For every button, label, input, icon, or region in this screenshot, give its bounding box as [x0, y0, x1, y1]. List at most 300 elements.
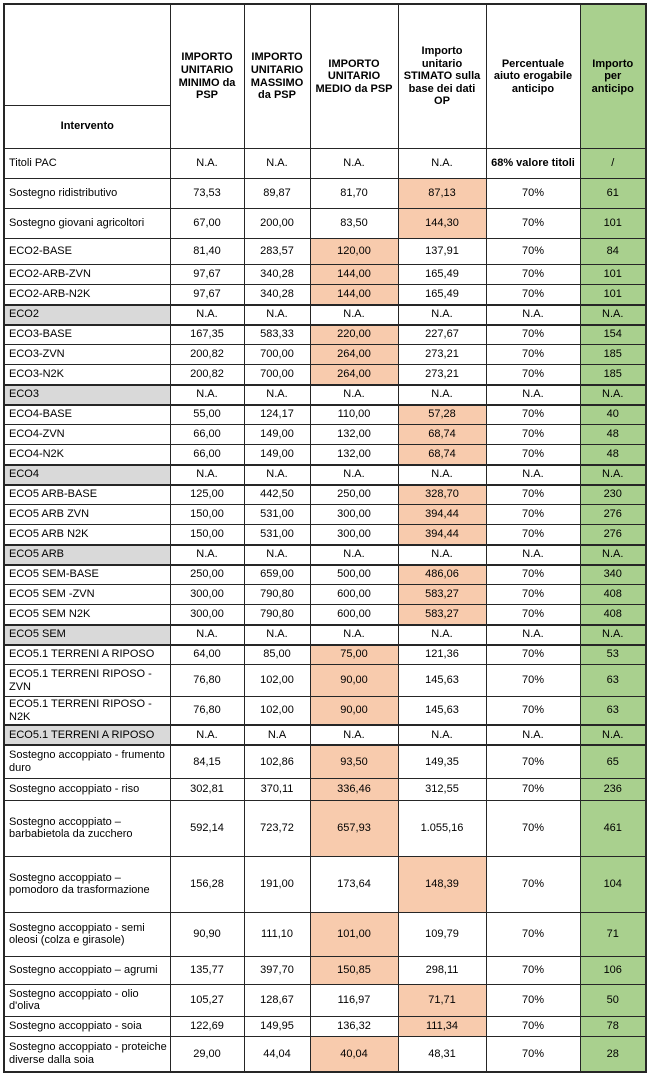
importo-anticipo-cell: 104: [580, 856, 646, 912]
percentuale-cell: 68% valore titoli: [486, 149, 580, 179]
importo-stimato-cell: 109,79: [398, 912, 486, 956]
table-row: [4, 856, 646, 912]
importo-massimo-cell: 700,00: [244, 345, 310, 365]
importo-anticipo-cell: N.A.: [580, 625, 646, 645]
importo-minimo-cell: 76,80: [170, 665, 244, 697]
table-row: [4, 365, 646, 385]
importo-medio-cell: 250,00: [310, 485, 398, 505]
importo-medio-cell: 101,00: [310, 912, 398, 956]
importo-stimato-cell: 149,35: [398, 745, 486, 778]
importo-medio-cell: 657,93: [310, 800, 398, 856]
intervento-cell: ECO5 ARB-BASE: [4, 485, 170, 505]
importo-medio-cell: 90,00: [310, 697, 398, 726]
intervento-cell: Sostegno accoppiato - frumento duro: [4, 745, 170, 778]
importo-massimo-cell: 283,57: [244, 239, 310, 265]
importo-massimo-cell: 89,87: [244, 179, 310, 209]
intervento-cell: Sostegno accoppiato - soia: [4, 1016, 170, 1036]
percentuale-cell: 70%: [486, 778, 580, 800]
importo-anticipo-cell: 84: [580, 239, 646, 265]
importo-massimo-cell: 659,00: [244, 565, 310, 585]
importo-stimato-cell: 87,13: [398, 179, 486, 209]
table-row: [4, 505, 646, 525]
importo-minimo-cell: N.A.: [170, 545, 244, 565]
importo-minimo-cell: 29,00: [170, 1036, 244, 1072]
intervento-cell: Sostegno accoppiato – barbabietola da zucchero: [4, 800, 170, 856]
importo-anticipo-cell: 276: [580, 525, 646, 545]
importo-medio-cell: 300,00: [310, 525, 398, 545]
table-row: [4, 425, 646, 445]
header-importo-medio: IMPORTO UNITARIO MEDIO da PSP: [310, 4, 398, 149]
importo-medio-cell: 600,00: [310, 605, 398, 625]
importo-minimo-cell: 81,40: [170, 239, 244, 265]
table-row: [4, 179, 646, 209]
importo-minimo-cell: 66,00: [170, 425, 244, 445]
intervento-cell: ECO5.1 TERRENI RIPOSO - ZVN: [4, 665, 170, 697]
importo-anticipo-cell: 40: [580, 405, 646, 425]
importo-medio-cell: 336,46: [310, 778, 398, 800]
importo-medio-cell: 144,00: [310, 265, 398, 285]
header-importo-anticipo: Importo per anticipo: [580, 4, 646, 149]
importo-medio-cell: N.A.: [310, 545, 398, 565]
importo-medio-cell: 264,00: [310, 365, 398, 385]
importo-massimo-cell: 191,00: [244, 856, 310, 912]
importo-medio-cell: N.A.: [310, 305, 398, 325]
importo-anticipo-cell: 78: [580, 1016, 646, 1036]
importo-medio-cell: 132,00: [310, 445, 398, 465]
intervento-cell: Sostegno accoppiato - semi oleosi (colza e girasole): [4, 912, 170, 956]
table-row: [4, 485, 646, 505]
section-summary-row: [4, 305, 646, 325]
importo-stimato-cell: 583,27: [398, 585, 486, 605]
importo-stimato-cell: 394,44: [398, 525, 486, 545]
importo-anticipo-cell: 230: [580, 485, 646, 505]
header-row: [4, 4, 646, 149]
importo-minimo-cell: 73,53: [170, 179, 244, 209]
importo-minimo-cell: 302,81: [170, 778, 244, 800]
table-row: [4, 325, 646, 345]
importo-minimo-cell: N.A.: [170, 305, 244, 325]
importo-massimo-cell: N.A.: [244, 385, 310, 405]
importo-medio-cell: 300,00: [310, 505, 398, 525]
section-summary-row: [4, 465, 646, 485]
importo-stimato-cell: N.A.: [398, 545, 486, 565]
percentuale-cell: N.A.: [486, 385, 580, 405]
anticipo-table: [3, 3, 647, 1073]
percentuale-cell: N.A.: [486, 465, 580, 485]
importo-medio-cell: N.A.: [310, 385, 398, 405]
intervento-cell: ECO3-N2K: [4, 365, 170, 385]
table-row: [4, 956, 646, 984]
section-summary-row: [4, 545, 646, 565]
table-row: [4, 778, 646, 800]
percentuale-cell: 70%: [486, 405, 580, 425]
importo-anticipo-cell: 185: [580, 345, 646, 365]
intervento-cell: ECO4-BASE: [4, 405, 170, 425]
intervento-cell: ECO3-ZVN: [4, 345, 170, 365]
intervento-cell: ECO3-BASE: [4, 325, 170, 345]
importo-medio-cell: 132,00: [310, 425, 398, 445]
importo-minimo-cell: 150,00: [170, 505, 244, 525]
table-row: [4, 265, 646, 285]
table-row: [4, 697, 646, 726]
importo-minimo-cell: 67,00: [170, 209, 244, 239]
intervento-cell: ECO5 SEM -ZVN: [4, 585, 170, 605]
importo-anticipo-cell: 53: [580, 645, 646, 665]
importo-medio-cell: 173,64: [310, 856, 398, 912]
importo-minimo-cell: 64,00: [170, 645, 244, 665]
importo-anticipo-cell: 48: [580, 445, 646, 465]
header-percentuale: Percentuale aiuto erogabile anticipo: [486, 4, 580, 149]
importo-anticipo-cell: 106: [580, 956, 646, 984]
importo-medio-cell: 116,97: [310, 984, 398, 1016]
intervento-cell: ECO4-N2K: [4, 445, 170, 465]
importo-minimo-cell: 122,69: [170, 1016, 244, 1036]
importo-massimo-cell: 124,17: [244, 405, 310, 425]
percentuale-cell: 70%: [486, 505, 580, 525]
importo-anticipo-cell: 101: [580, 265, 646, 285]
header-intervento-cell: [4, 4, 170, 149]
intervento-cell: ECO5 SEM: [4, 625, 170, 645]
percentuale-cell: 70%: [486, 856, 580, 912]
importo-massimo-cell: N.A.: [244, 545, 310, 565]
intervento-cell: ECO4: [4, 465, 170, 485]
importo-medio-cell: 81,70: [310, 179, 398, 209]
importo-stimato-cell: 583,27: [398, 605, 486, 625]
table-row: [4, 605, 646, 625]
importo-stimato-cell: N.A.: [398, 465, 486, 485]
intervento-cell: Sostegno accoppiato - proteiche diverse dalla soia: [4, 1036, 170, 1072]
table-row: [4, 209, 646, 239]
importo-stimato-cell: 111,34: [398, 1016, 486, 1036]
importo-minimo-cell: 200,82: [170, 365, 244, 385]
header-empty-cell: [5, 5, 170, 106]
percentuale-cell: 70%: [486, 445, 580, 465]
table-row: [4, 1036, 646, 1072]
percentuale-cell: 70%: [486, 665, 580, 697]
table-row: [4, 1016, 646, 1036]
importo-anticipo-cell: 101: [580, 285, 646, 305]
importo-anticipo-cell: 101: [580, 209, 646, 239]
table-row: [4, 665, 646, 697]
table-row: [4, 345, 646, 365]
importo-stimato-cell: N.A.: [398, 725, 486, 745]
importo-anticipo-cell: 461: [580, 800, 646, 856]
importo-stimato-cell: 486,06: [398, 565, 486, 585]
importo-stimato-cell: 148,39: [398, 856, 486, 912]
importo-anticipo-cell: 50: [580, 984, 646, 1016]
table-body: [4, 149, 646, 1073]
percentuale-cell: 70%: [486, 956, 580, 984]
importo-stimato-cell: 165,49: [398, 265, 486, 285]
importo-massimo-cell: 340,28: [244, 285, 310, 305]
percentuale-cell: 70%: [486, 525, 580, 545]
importo-anticipo-cell: 65: [580, 745, 646, 778]
importo-stimato-cell: 121,36: [398, 645, 486, 665]
importo-anticipo-cell: /: [580, 149, 646, 179]
importo-minimo-cell: N.A.: [170, 625, 244, 645]
importo-stimato-cell: N.A.: [398, 305, 486, 325]
percentuale-cell: 70%: [486, 285, 580, 305]
importo-minimo-cell: 592,14: [170, 800, 244, 856]
table-row: [4, 525, 646, 545]
intervento-cell: ECO5 ARB N2K: [4, 525, 170, 545]
importo-medio-cell: N.A.: [310, 465, 398, 485]
importo-minimo-cell: 200,82: [170, 345, 244, 365]
intervento-cell: ECO5.1 TERRENI A RIPOSO: [4, 725, 170, 745]
importo-stimato-cell: 71,71: [398, 984, 486, 1016]
importo-minimo-cell: N.A.: [170, 385, 244, 405]
table-row: [4, 149, 646, 179]
importo-minimo-cell: 90,90: [170, 912, 244, 956]
intervento-cell: ECO5 ARB: [4, 545, 170, 565]
table-row: [4, 285, 646, 305]
percentuale-cell: 70%: [486, 984, 580, 1016]
percentuale-cell: N.A.: [486, 725, 580, 745]
percentuale-cell: 70%: [486, 565, 580, 585]
intervento-cell: Sostegno accoppiato - olio d'oliva: [4, 984, 170, 1016]
importo-stimato-cell: 137,91: [398, 239, 486, 265]
importo-massimo-cell: 102,86: [244, 745, 310, 778]
percentuale-cell: 70%: [486, 800, 580, 856]
percentuale-cell: 70%: [486, 425, 580, 445]
intervento-cell: ECO5.1 TERRENI A RIPOSO: [4, 645, 170, 665]
importo-stimato-cell: 165,49: [398, 285, 486, 305]
importo-minimo-cell: 105,27: [170, 984, 244, 1016]
importo-stimato-cell: 57,28: [398, 405, 486, 425]
importo-massimo-cell: 790,80: [244, 605, 310, 625]
importo-stimato-cell: 328,70: [398, 485, 486, 505]
importo-massimo-cell: 340,28: [244, 265, 310, 285]
importo-medio-cell: 220,00: [310, 325, 398, 345]
importo-massimo-cell: 442,50: [244, 485, 310, 505]
importo-stimato-cell: 68,74: [398, 425, 486, 445]
importo-minimo-cell: 125,00: [170, 485, 244, 505]
importo-anticipo-cell: N.A.: [580, 385, 646, 405]
importo-medio-cell: 110,00: [310, 405, 398, 425]
importo-minimo-cell: 76,80: [170, 697, 244, 726]
importo-massimo-cell: N.A.: [244, 305, 310, 325]
table-row: [4, 239, 646, 265]
importo-massimo-cell: N.A.: [244, 149, 310, 179]
importo-minimo-cell: 150,00: [170, 525, 244, 545]
intervento-cell: ECO3: [4, 385, 170, 405]
importo-anticipo-cell: N.A.: [580, 545, 646, 565]
importo-minimo-cell: 66,00: [170, 445, 244, 465]
importo-medio-cell: 150,85: [310, 956, 398, 984]
intervento-cell: Sostegno accoppiato - riso: [4, 778, 170, 800]
intervento-cell: ECO5.1 TERRENI RIPOSO -N2K: [4, 697, 170, 726]
importo-massimo-cell: 44,04: [244, 1036, 310, 1072]
table-row: [4, 912, 646, 956]
importo-stimato-cell: 312,55: [398, 778, 486, 800]
percentuale-cell: 70%: [486, 325, 580, 345]
importo-massimo-cell: 531,00: [244, 505, 310, 525]
section-summary-row: [4, 385, 646, 405]
importo-medio-cell: 90,00: [310, 665, 398, 697]
importo-massimo-cell: 397,70: [244, 956, 310, 984]
section-summary-row: [4, 625, 646, 645]
importo-massimo-cell: N.A.: [244, 625, 310, 645]
intervento-cell: ECO2-ARB-N2K: [4, 285, 170, 305]
percentuale-cell: 70%: [486, 265, 580, 285]
importo-stimato-cell: N.A.: [398, 625, 486, 645]
importo-minimo-cell: N.A.: [170, 149, 244, 179]
importo-medio-cell: 144,00: [310, 285, 398, 305]
importo-anticipo-cell: 408: [580, 605, 646, 625]
importo-minimo-cell: 167,35: [170, 325, 244, 345]
importo-stimato-cell: 394,44: [398, 505, 486, 525]
importo-anticipo-cell: 71: [580, 912, 646, 956]
table-row: [4, 405, 646, 425]
importo-minimo-cell: 250,00: [170, 565, 244, 585]
importo-stimato-cell: N.A.: [398, 149, 486, 179]
importo-massimo-cell: 583,33: [244, 325, 310, 345]
percentuale-cell: 70%: [486, 485, 580, 505]
importo-stimato-cell: N.A.: [398, 385, 486, 405]
importo-anticipo-cell: 63: [580, 697, 646, 726]
importo-stimato-cell: 145,63: [398, 665, 486, 697]
percentuale-cell: 70%: [486, 912, 580, 956]
section-summary-row: [4, 725, 646, 745]
importo-minimo-cell: 97,67: [170, 285, 244, 305]
importo-massimo-cell: 723,72: [244, 800, 310, 856]
importo-massimo-cell: 149,00: [244, 425, 310, 445]
table-row: [4, 745, 646, 778]
importo-stimato-cell: 144,30: [398, 209, 486, 239]
percentuale-cell: 70%: [486, 1036, 580, 1072]
intervento-cell: ECO5 SEM N2K: [4, 605, 170, 625]
header-importo-minimo: IMPORTO UNITARIO MINIMO da PSP: [170, 4, 244, 149]
importo-medio-cell: N.A.: [310, 625, 398, 645]
importo-anticipo-cell: 61: [580, 179, 646, 209]
intervento-cell: Sostegno accoppiato – agrumi: [4, 956, 170, 984]
table-row: [4, 565, 646, 585]
intervento-cell: Sostegno giovani agricoltori: [4, 209, 170, 239]
percentuale-cell: 70%: [486, 697, 580, 726]
importo-stimato-cell: 227,67: [398, 325, 486, 345]
importo-massimo-cell: 149,00: [244, 445, 310, 465]
importo-stimato-cell: 273,21: [398, 365, 486, 385]
importo-medio-cell: N.A.: [310, 725, 398, 745]
percentuale-cell: 70%: [486, 209, 580, 239]
importo-minimo-cell: 97,67: [170, 265, 244, 285]
importo-minimo-cell: 55,00: [170, 405, 244, 425]
importo-massimo-cell: 102,00: [244, 665, 310, 697]
importo-medio-cell: 120,00: [310, 239, 398, 265]
intervento-cell: ECO5 ARB ZVN: [4, 505, 170, 525]
importo-minimo-cell: 84,15: [170, 745, 244, 778]
importo-medio-cell: 500,00: [310, 565, 398, 585]
percentuale-cell: 70%: [486, 745, 580, 778]
importo-massimo-cell: 531,00: [244, 525, 310, 545]
importo-massimo-cell: 85,00: [244, 645, 310, 665]
table-row: [4, 585, 646, 605]
importo-massimo-cell: 102,00: [244, 697, 310, 726]
importo-anticipo-cell: N.A.: [580, 465, 646, 485]
header-intervento-label: Intervento: [60, 120, 114, 133]
importo-massimo-cell: 370,11: [244, 778, 310, 800]
importo-medio-cell: 75,00: [310, 645, 398, 665]
percentuale-cell: N.A.: [486, 625, 580, 645]
importo-anticipo-cell: 154: [580, 325, 646, 345]
importo-stimato-cell: 48,31: [398, 1036, 486, 1072]
importo-stimato-cell: 68,74: [398, 445, 486, 465]
importo-medio-cell: 264,00: [310, 345, 398, 365]
intervento-cell: Sostegno accoppiato – pomodoro da trasformazione: [4, 856, 170, 912]
importo-minimo-cell: 135,77: [170, 956, 244, 984]
importo-medio-cell: 40,04: [310, 1036, 398, 1072]
importo-stimato-cell: 1.055,16: [398, 800, 486, 856]
header-importo-stimato: Importo unitario STIMATO sulla base dei dati OP: [398, 4, 486, 149]
importo-anticipo-cell: 236: [580, 778, 646, 800]
importo-minimo-cell: 156,28: [170, 856, 244, 912]
table-row: [4, 445, 646, 465]
percentuale-cell: 70%: [486, 239, 580, 265]
percentuale-cell: 70%: [486, 365, 580, 385]
percentuale-cell: 70%: [486, 585, 580, 605]
intervento-cell: Titoli PAC: [4, 149, 170, 179]
intervento-cell: ECO2: [4, 305, 170, 325]
importo-minimo-cell: N.A.: [170, 465, 244, 485]
table-row: [4, 984, 646, 1016]
importo-anticipo-cell: 408: [580, 585, 646, 605]
importo-anticipo-cell: 48: [580, 425, 646, 445]
percentuale-cell: 70%: [486, 345, 580, 365]
importo-anticipo-cell: N.A.: [580, 725, 646, 745]
importo-medio-cell: 93,50: [310, 745, 398, 778]
importo-stimato-cell: 273,21: [398, 345, 486, 365]
importo-massimo-cell: 111,10: [244, 912, 310, 956]
importo-massimo-cell: 149,95: [244, 1016, 310, 1036]
importo-anticipo-cell: N.A.: [580, 305, 646, 325]
importo-anticipo-cell: 276: [580, 505, 646, 525]
importo-medio-cell: 600,00: [310, 585, 398, 605]
table-row: [4, 645, 646, 665]
importo-massimo-cell: 200,00: [244, 209, 310, 239]
intervento-cell: ECO2-ARB-ZVN: [4, 265, 170, 285]
importo-massimo-cell: 790,80: [244, 585, 310, 605]
intervento-cell: ECO4-ZVN: [4, 425, 170, 445]
header-importo-massimo: IMPORTO UNITARIO MASSIMO da PSP: [244, 4, 310, 149]
importo-anticipo-cell: 63: [580, 665, 646, 697]
intervento-cell: ECO5 SEM-BASE: [4, 565, 170, 585]
importo-minimo-cell: 300,00: [170, 605, 244, 625]
importo-anticipo-cell: 185: [580, 365, 646, 385]
importo-minimo-cell: N.A.: [170, 725, 244, 745]
percentuale-cell: 70%: [486, 179, 580, 209]
importo-anticipo-cell: 28: [580, 1036, 646, 1072]
importo-medio-cell: N.A.: [310, 149, 398, 179]
importo-medio-cell: 136,32: [310, 1016, 398, 1036]
importo-stimato-cell: 298,11: [398, 956, 486, 984]
table-row: [4, 800, 646, 856]
intervento-cell: Sostegno ridistributivo: [4, 179, 170, 209]
percentuale-cell: 70%: [486, 605, 580, 625]
intervento-cell: ECO2-BASE: [4, 239, 170, 265]
percentuale-cell: N.A.: [486, 545, 580, 565]
importo-massimo-cell: N.A.: [244, 465, 310, 485]
importo-massimo-cell: N.A: [244, 725, 310, 745]
percentuale-cell: N.A.: [486, 305, 580, 325]
importo-stimato-cell: 145,63: [398, 697, 486, 726]
importo-massimo-cell: 700,00: [244, 365, 310, 385]
percentuale-cell: 70%: [486, 645, 580, 665]
percentuale-cell: 70%: [486, 1016, 580, 1036]
importo-anticipo-cell: 340: [580, 565, 646, 585]
importo-massimo-cell: 128,67: [244, 984, 310, 1016]
importo-medio-cell: 83,50: [310, 209, 398, 239]
importo-minimo-cell: 300,00: [170, 585, 244, 605]
